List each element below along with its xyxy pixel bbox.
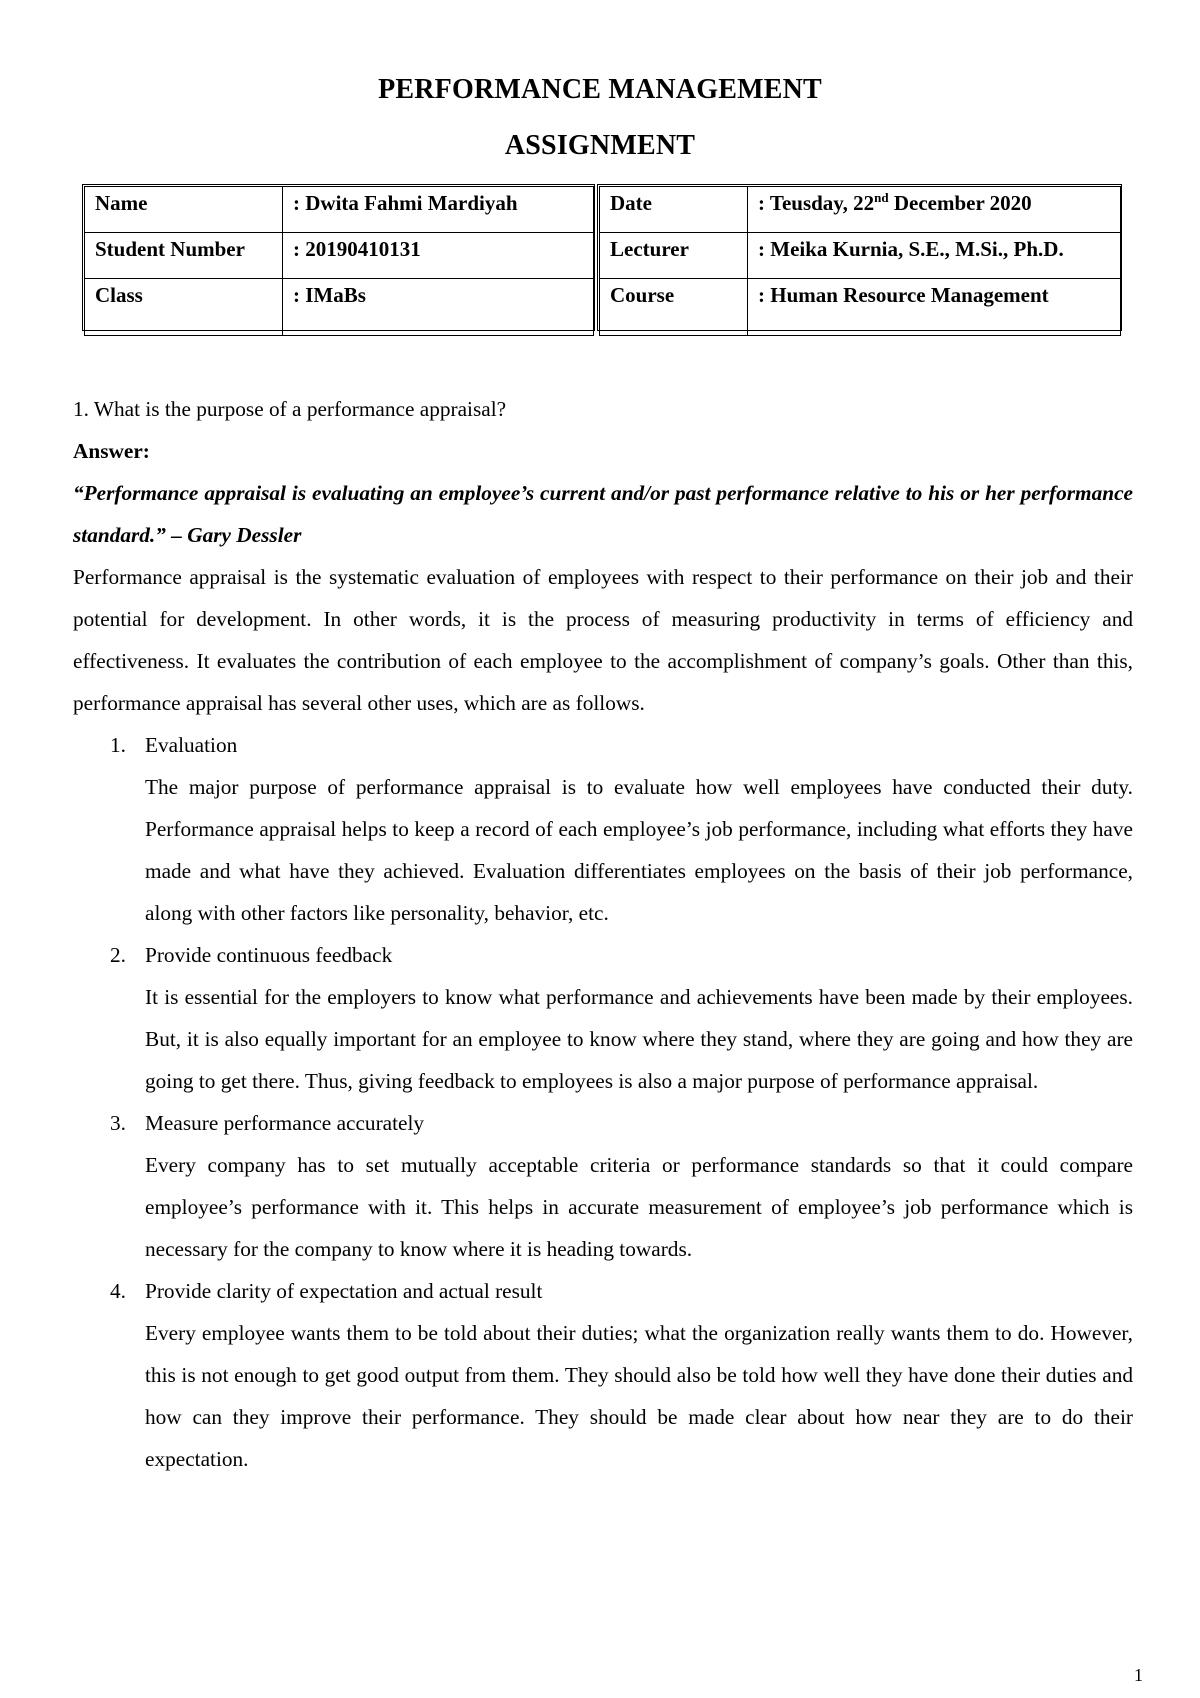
lecturer-label: Lecturer (600, 233, 748, 279)
document-title: PERFORMANCE MANAGEMENT (378, 74, 822, 105)
date-label: Date (600, 187, 748, 233)
list-number: 4. (110, 1279, 126, 1303)
list-item-title: Measure performance accurately (145, 1111, 425, 1135)
course-value: : Human Resource Management (748, 279, 1121, 336)
question: 1. What is the purpose of a performance appraisal? (73, 397, 507, 421)
table-row (85, 233, 594, 279)
list-item-title: Provide continuous feedback (145, 943, 393, 967)
lecturer-value: : Meika Kurnia, S.E., M.Si., Ph.D. (748, 233, 1121, 279)
name-value: : Dwita Fahmi Mardiyah (283, 187, 594, 233)
list-item (73, 1102, 1133, 1270)
answer-label: Answer: (73, 439, 150, 463)
document-body (73, 388, 1133, 1480)
list-item-body: Every employee wants them to be told about their duties; what the organization really wants them to do. However, this is not enough to get good output from them. They should also be told how well they have done their duties and how can they improve their performance. They should be made clear about how near they are to do their expectation. (145, 1321, 1133, 1471)
list-item (73, 724, 1133, 934)
student-info-table (84, 186, 594, 336)
list-number: 2. (110, 943, 126, 967)
intro-paragraph: Performance appraisal is the systematic evaluation of employees with respect to their performance on their job and their potential for development. In other words, it is the process of measuring productivity in terms of efficiency and effectiveness. It evaluates the contribution of each employee to the accomplishment of company’s goals. Other than this, performance appraisal has several other uses, which are as follows. (73, 565, 1133, 715)
list-item-body: The major purpose of performance appraisal is to evaluate how well employees have conducted their duty. Performance appraisal helps to keep a record of each employee’s job performance, including what efforts they have made and what have they achieved. Evaluation differentiates employees on the basis of their job performance, along with other factors like personality, behavior, etc. (145, 775, 1133, 925)
date-value: : Teusday, 22nd December 2020 (748, 187, 1121, 233)
list-item-title: Evaluation (145, 733, 238, 757)
student-number-value: : 20190410131 (283, 233, 594, 279)
student-number-label: Student Number (85, 233, 283, 279)
list-number: 1. (110, 733, 126, 757)
list-item-title: Provide clarity of expectation and actual result (145, 1279, 543, 1303)
list-item (73, 934, 1133, 1102)
class-label: Class (85, 279, 283, 336)
document-subtitle: ASSIGNMENT (504, 130, 696, 161)
quote: “Performance appraisal is evaluating an employee’s current and/or past performance relative to his or her performance standard.” – Gary Dessler (73, 481, 1133, 547)
table-row (600, 279, 1121, 336)
class-value: : IMaBs (283, 279, 594, 336)
table-row (85, 279, 594, 336)
list-item-body: It is essential for the employers to know what performance and achievements have been made by their employees. But, it is also equally important for an employee to know where they stand, where they are going and how they are going to get there. Thus, giving feedback to employees is also a major purpose of performance appraisal. (145, 985, 1133, 1093)
list-item (73, 1270, 1133, 1480)
name-label: Name (85, 187, 283, 233)
list-item-body: Every company has to set mutually acceptable criteria or performance standards so that it could compare employee’s performance with it. This helps in accurate measurement of employee’s job performance which is necessary for the company to know where it is heading towards. (145, 1153, 1133, 1261)
list-number: 3. (110, 1111, 126, 1135)
course-label: Course (600, 279, 748, 336)
course-info-table (599, 186, 1121, 336)
table-row (85, 187, 594, 233)
page-number: 1 (1134, 1665, 1143, 1685)
table-row (600, 187, 1121, 233)
table-row (600, 233, 1121, 279)
